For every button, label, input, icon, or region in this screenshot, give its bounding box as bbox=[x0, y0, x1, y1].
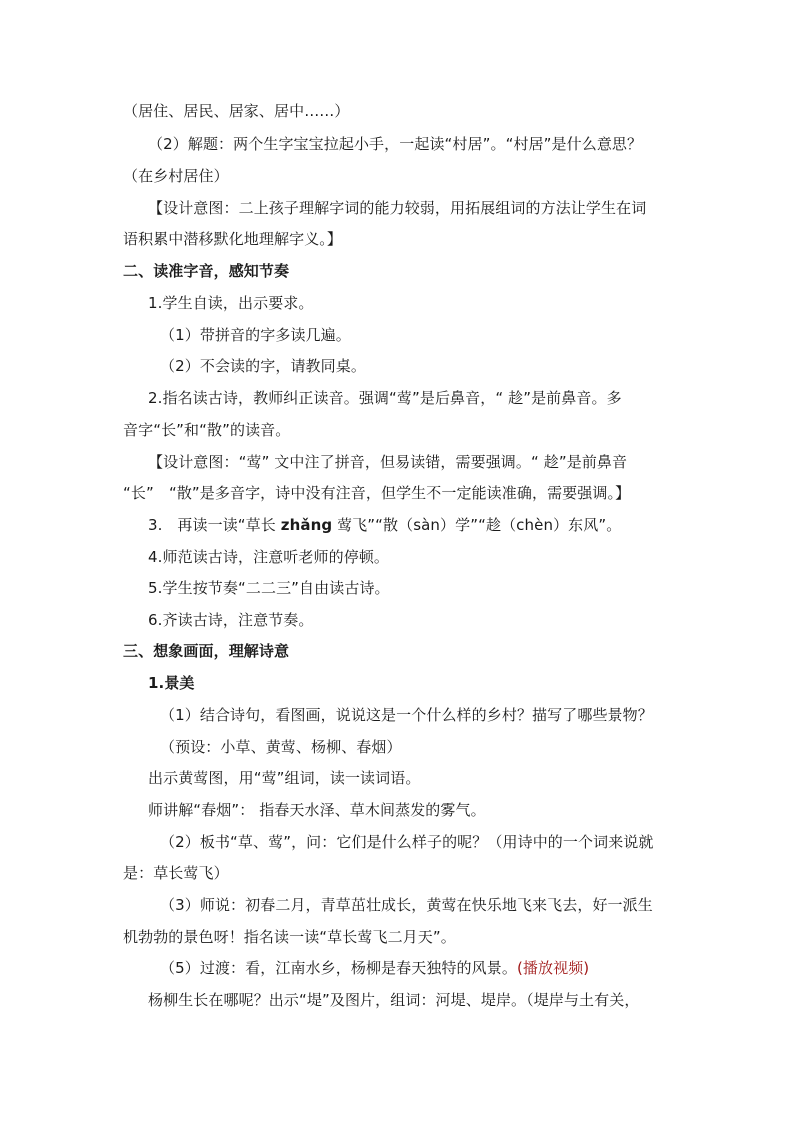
text-line: 5.学生按节奏“二二三”自由读古诗。 bbox=[148, 579, 390, 597]
text-line: （居住、居民、居家、居中……） bbox=[123, 102, 350, 120]
text-line: （1）带拼音的字多读几遍。 bbox=[160, 326, 351, 344]
text-line: 6.齐读古诗，注意节奏。 bbox=[148, 611, 314, 629]
text-line: 2.指名读古诗，教师纠正读音。强调“莺”是后鼻音，“ 趁”是前鼻音。多 bbox=[148, 389, 622, 407]
text-line: （2）解题：两个生字宝宝拉起小手，一起读“村居”。“村居”是什么意思？ bbox=[148, 135, 643, 153]
text-line: （3）师说：初春二月，青草茁壮成长，黄莺在快乐地飞来飞去，好一派生 bbox=[160, 896, 653, 914]
text-line: 机勃勃的景色呀！指名读一读“草长莺飞二月天”。 bbox=[123, 928, 456, 946]
text-line: （2）板书“草、莺”，问：它们是什么样子的呢？（用诗中的一个词来说就 bbox=[160, 833, 654, 851]
text-line: （预设：小草、黄莺、杨柳、春烟） bbox=[160, 738, 402, 756]
text-segment: 莺飞”“散（sàn）学”“趁（chèn）东风”。 bbox=[337, 516, 622, 534]
section-heading: 三、想象画面，理解诗意 bbox=[123, 642, 290, 660]
design-intent-note: “长” “散”是多音字，诗中没有注音，但学生不一定能读准确，需要强调。】 bbox=[123, 484, 631, 502]
text-line: 出示黄莺图，用“莺”组词，读一读词语。 bbox=[148, 769, 421, 787]
text-line: 4.师范读古诗，注意听老师的停顿。 bbox=[148, 548, 390, 566]
list-number: 3. bbox=[148, 516, 163, 534]
text-line bbox=[148, 515, 621, 535]
text-line: （在乡村居住） bbox=[123, 167, 229, 185]
text-line: 音字“长”和“散”的读音。 bbox=[123, 421, 291, 439]
text-line bbox=[160, 958, 589, 978]
pinyin-text: zhǎng bbox=[280, 516, 333, 534]
text-line: （1）结合诗句，看图画，说说这是一个什么样的乡村？描写了哪些景物？ bbox=[160, 706, 653, 724]
section-heading: 二、读准字音，感知节奏 bbox=[123, 262, 290, 280]
subsection-heading: 1.景美 bbox=[148, 674, 195, 692]
design-intent-note: 【设计意图：“莺” 文中注了拼音，但易读错，需要强调。“ 趁”是前鼻音 bbox=[148, 453, 628, 471]
text-line: 1.学生自读，出示要求。 bbox=[148, 294, 314, 312]
design-intent-note: 语积累中潜移默化地理解字义。】 bbox=[123, 230, 343, 248]
text-line: （2）不会读的字，请教同桌。 bbox=[160, 357, 366, 375]
text-line: 师讲解“春烟”： 指春天水泽、草木间蒸发的雾气。 bbox=[148, 801, 486, 819]
design-intent-note: 【设计意图：二上孩子理解字词的能力较弱，用拓展组词的方法让学生在词 bbox=[148, 199, 647, 217]
text-line: 是：草长莺飞） bbox=[123, 864, 229, 882]
play-video-note: (播放视频) bbox=[516, 959, 590, 977]
text-line: 杨柳生长在哪呢？出示“堤”及图片，组词：河堤、堤岸。（堤岸与土有关， bbox=[148, 991, 640, 1009]
text-segment: 再读一读“草长 bbox=[177, 516, 276, 534]
text-segment: （5）过渡：看，江南水乡，杨柳是春天独特的风景。 bbox=[160, 959, 517, 977]
